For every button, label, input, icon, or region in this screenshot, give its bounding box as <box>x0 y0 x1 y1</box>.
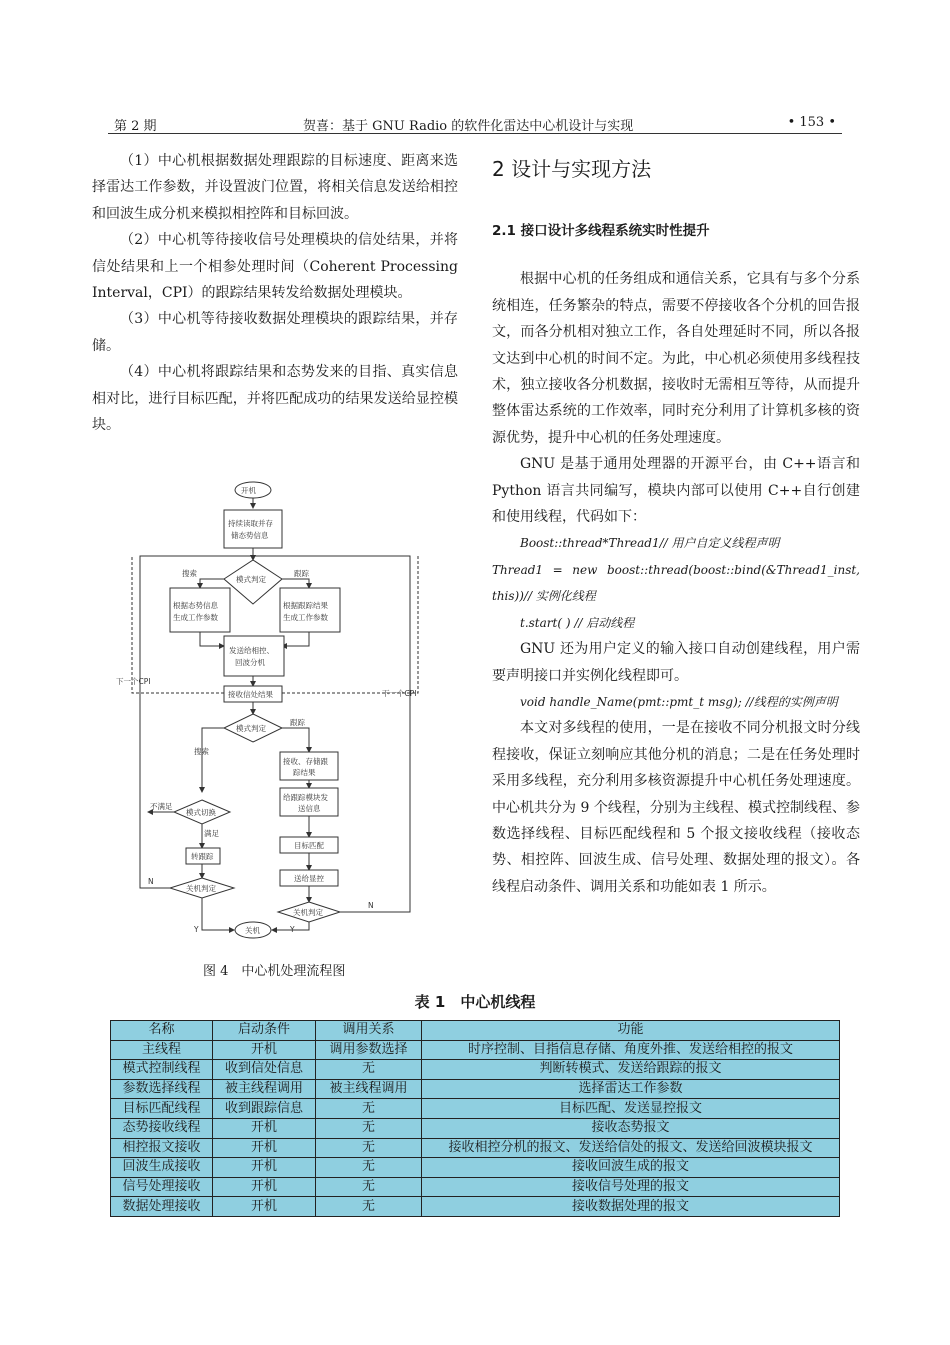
mode-switch-label: 模式切换 <box>186 808 216 817</box>
table-row <box>111 1177 840 1197</box>
table-cell: 接收相控分机的报文、发送给信处的报文、发送给回波模块报文 <box>422 1138 840 1158</box>
track-label: 跟踪 <box>294 569 309 578</box>
n-left-label: N <box>148 877 154 886</box>
to-track-label: 转跟踪 <box>191 852 214 861</box>
table-cell: 被主线程调用 <box>213 1079 316 1099</box>
table-cell: 接收回波生成的报文 <box>422 1158 840 1178</box>
search2-label: 搜索 <box>194 747 209 756</box>
shutdown-check-label: 关机判定 <box>186 884 216 893</box>
gen-param-b-box <box>280 588 340 632</box>
table-cell: 无 <box>316 1099 422 1119</box>
right-column <box>492 148 860 900</box>
met-label: 满足 <box>204 829 219 838</box>
table-cell: 判断转模式、发送给跟踪的报文 <box>422 1060 840 1080</box>
table-row <box>111 1158 840 1178</box>
send-track-module-label: 送信息 <box>298 804 321 813</box>
send-display-label: 送给显控 <box>294 874 324 883</box>
table-cell: 开机 <box>213 1118 316 1138</box>
mode-decide2-label: 模式判定 <box>236 724 266 733</box>
table-header: 调用关系 <box>316 1021 422 1041</box>
figure-caption: 图 4 中心机处理流程图 <box>203 964 346 979</box>
table-cell: 收到跟踪信息 <box>213 1099 316 1119</box>
next-cpi-right-label: 下一个CPI <box>382 689 417 698</box>
table-cell: 数据处理接收 <box>111 1197 213 1217</box>
issue-number: 第 2 期 <box>114 119 157 134</box>
thread-table <box>110 1020 840 1217</box>
table-row <box>111 1060 840 1080</box>
subsection-title: 2.1 接口设计多线程系统实时性提升 <box>492 223 710 239</box>
table-cell: 被主线程调用 <box>316 1079 422 1099</box>
code-line: t.start( ) // 启动线程 <box>520 615 635 630</box>
table-cell: 时序控制、目指信息存储、角度外推、发送给相控的报文 <box>422 1040 840 1060</box>
table-cell: 主线程 <box>111 1040 213 1060</box>
recv-sig-label: 接收信处结果 <box>228 690 273 699</box>
paragraph: （4）中心机将跟踪结果和态势发来的目指、真实信息相对比，进行目标匹配，并将匹配成功的结果发送给显控模块。 <box>92 364 458 434</box>
table-cell: 目标匹配线程 <box>111 1099 213 1119</box>
send-track-module-label: 给跟踪模块发 <box>283 793 328 802</box>
table-cell: 开机 <box>213 1197 316 1217</box>
gen-param-b-label: 根据跟踪结果 <box>283 601 328 610</box>
shutdown-check2-label: 关机判定 <box>293 908 323 917</box>
read-store-label: 持续读取并存 <box>228 519 273 528</box>
table-cell: 选择雷达工作参数 <box>422 1079 840 1099</box>
table-caption: 表 1 中心机线程 <box>414 993 536 1011</box>
table-cell: 无 <box>316 1197 422 1217</box>
table-cell: 回波生成接收 <box>111 1158 213 1178</box>
paragraph: （2）中心机等待接收信号处理模块的信处结果，并将信处结果和上一个相参处理时间（Coherent Processing Interval，CPI）的跟踪结果转发给数据处理模块。 <box>92 232 458 302</box>
not-met-label: 不满足 <box>150 802 173 811</box>
send-box <box>224 636 284 676</box>
paragraph: （3）中心机等待接收数据处理模块的跟踪结果，并存储。 <box>92 311 458 354</box>
send-label: 发送给相控、 <box>229 646 274 655</box>
read-store-box <box>224 510 282 548</box>
recv-store-track-label: 接收、存储跟 <box>283 757 328 766</box>
table-header: 功能 <box>422 1021 840 1041</box>
table-cell: 态势接收线程 <box>111 1118 213 1138</box>
table-row <box>111 1099 840 1119</box>
table-cell: 开机 <box>213 1138 316 1158</box>
recv-store-track-label: 踪结果 <box>293 768 316 777</box>
code-line: Thread1 = new boost::thread(boost::bind(&Thread1_inst, this))// 实例化线程 <box>492 562 860 604</box>
gen-param-a-label: 生成工作参数 <box>173 613 218 622</box>
y-right-label: Y <box>290 925 295 934</box>
send-label: 回波分机 <box>235 658 265 667</box>
y-left-label: Y <box>194 925 199 934</box>
table-cell: 收到信处信息 <box>213 1060 316 1080</box>
gen-param-a-label: 根据态势信息 <box>173 601 218 610</box>
table-row <box>111 1197 840 1217</box>
end-label: 关机 <box>245 926 260 935</box>
table-cell: 无 <box>316 1118 422 1138</box>
mode-decide-label: 模式判定 <box>236 575 266 584</box>
read-store-label: 储态势信息 <box>231 531 269 540</box>
code-line: Boost::thread*Thread1// 用户自定义线程声明 <box>520 536 780 551</box>
table-cell: 无 <box>316 1138 422 1158</box>
next-cpi-left-label: 下一个CPI <box>116 677 151 686</box>
table-cell: 开机 <box>213 1158 316 1178</box>
left-column <box>92 148 458 438</box>
paragraph: （1）中心机根据数据处理跟踪的目标速度、距离来选择雷达工作参数，并设置波门位置，将相关信息发送给相控和回波生成分机来模拟相控阵和目标回波。 <box>92 153 458 222</box>
running-title: 贺喜：基于 GNU Radio 的软件化雷达中心机设计与实现 <box>303 119 634 134</box>
table-header-row <box>111 1021 840 1041</box>
table-header: 名称 <box>111 1021 213 1041</box>
table-header: 启动条件 <box>213 1021 316 1041</box>
code-line: void handle_Name(pmt::pmt_t msg); //线程的实例声明 <box>520 694 838 709</box>
section-title: 2 设计与实现方法 <box>492 157 652 181</box>
paragraph: 本文对多线程的使用，一是在接收不同分机报文时分线程接收，保证立刻响应其他分机的消息；二是在任务处理时采用多线程，充分利用多核资源提升中心机任务处理速度。中心机共分为 9 个线程，分别为主线程、模式控制线程、参数选择线程、目标匹配线程和 5 个报文接收线程（接收态势、相控阵、回波生成、信号处理、数据处理的报文）。各线程启动条件、调用关系和功能如表 1 所示。 <box>492 720 860 895</box>
table-cell: 接收数据处理的报文 <box>422 1197 840 1217</box>
paragraph: GNU 还为用户定义的输入接口自动创建线程，用户需要声明接口并实例化线程即可。 <box>492 641 860 684</box>
table-cell: 开机 <box>213 1040 316 1060</box>
table-cell: 无 <box>316 1158 422 1178</box>
page-number: • 153 • <box>787 115 836 130</box>
table-cell: 参数选择线程 <box>111 1079 213 1099</box>
start-label: 开机 <box>241 486 256 495</box>
table-row <box>111 1138 840 1158</box>
gen-param-a-box <box>170 588 230 632</box>
table-row <box>111 1079 840 1099</box>
table-cell: 模式控制线程 <box>111 1060 213 1080</box>
running-header <box>108 113 842 134</box>
table-cell: 无 <box>316 1177 422 1197</box>
table-cell: 接收态势报文 <box>422 1118 840 1138</box>
track2-label: 跟踪 <box>290 718 305 727</box>
search-label: 搜索 <box>182 569 197 578</box>
table-cell: 开机 <box>213 1177 316 1197</box>
table-cell: 无 <box>316 1060 422 1080</box>
table-row <box>111 1118 840 1138</box>
n-right-label: N <box>368 901 374 910</box>
flowchart <box>112 476 434 944</box>
table-cell: 接收信号处理的报文 <box>422 1177 840 1197</box>
table-cell: 调用参数选择 <box>316 1040 422 1060</box>
table-cell: 相控报文接收 <box>111 1138 213 1158</box>
table-cell: 信号处理接收 <box>111 1177 213 1197</box>
paragraph: 根据中心机的任务组成和通信关系，它具有与多个分系统相连，任务繁杂的特点，需要不停接收各个分机的回告报文，而各分机相对独立工作，各自处理延时不同，所以各报文达到中心机的时间不定。为此，中心机必须使用多线程技术，独立接收各分机数据，接收时无需相互等待，从而提升整体雷达系统的工作效率，同时充分利用了计算机多核的资源优势，提升中心机的任务处理速度。 <box>492 271 860 446</box>
gen-param-b-label: 生成工作参数 <box>283 613 328 622</box>
paragraph: GNU 是基于通用处理器的开源平台，由 C++语言和 Python 语言共同编写，模块内部可以使用 C++自行创建和使用线程，代码如下： <box>492 456 860 526</box>
target-match-label: 目标匹配 <box>294 841 324 850</box>
table-row <box>111 1040 840 1060</box>
table-cell: 目标匹配、发送显控报文 <box>422 1099 840 1119</box>
